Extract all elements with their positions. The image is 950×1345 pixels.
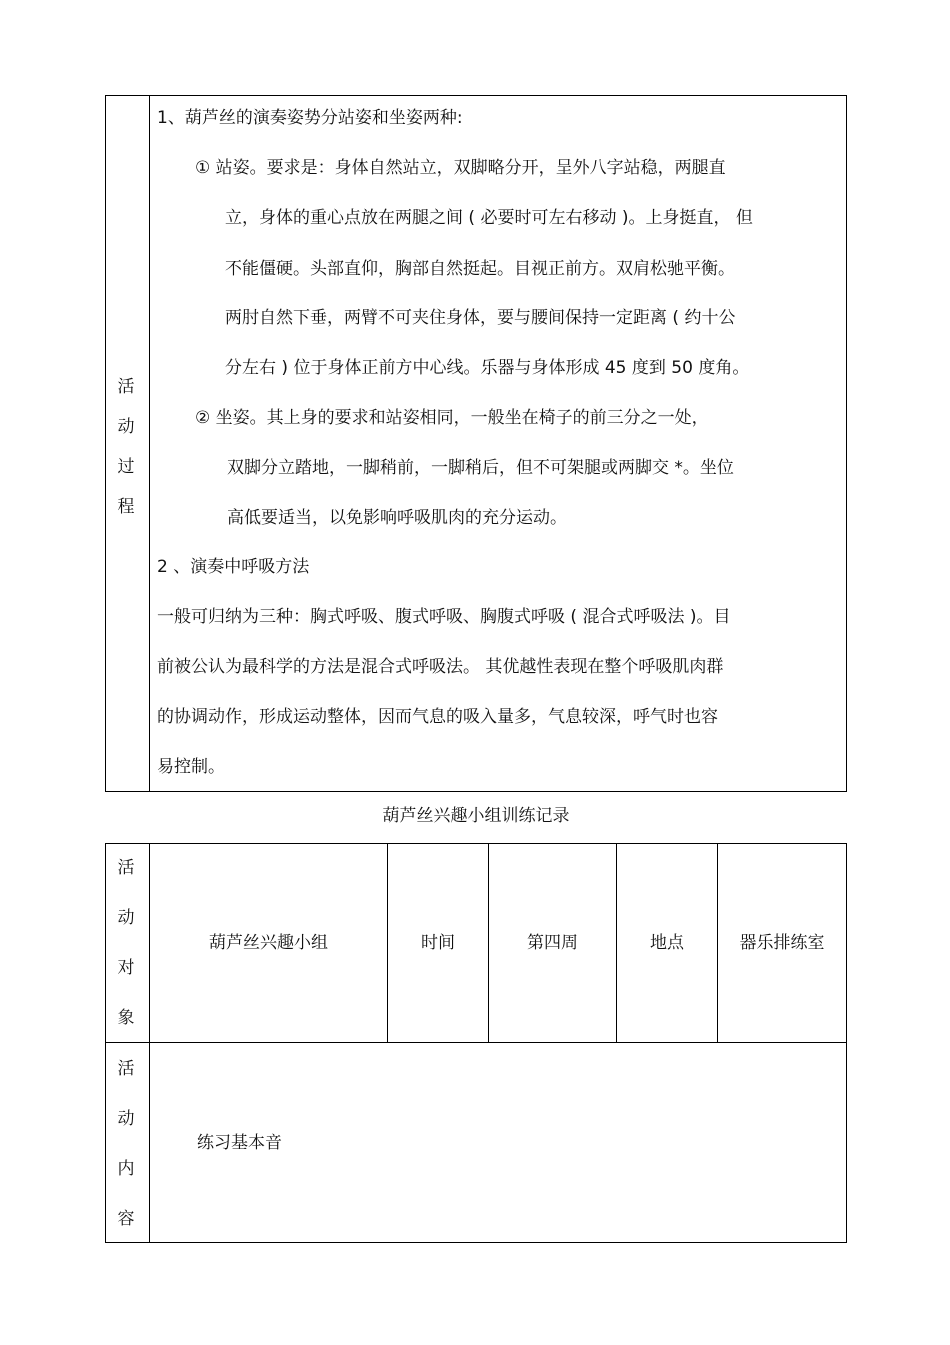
record-title: 葫芦丝兴趣小组训练记录 [382, 806, 570, 826]
table2-border-bottom [105, 1242, 847, 1243]
heading-posture: 1、葫芦丝的演奏姿势分站姿和坐姿两种: [157, 108, 463, 128]
place-label-cell: 地点 [650, 933, 684, 953]
standing-line-5: 分左右 ) 位于身体正前方中心线。乐器与身体形成 45 度到 50 度角。 [225, 358, 750, 378]
standing-line-3: 不能僵硬。头部直仰，胸部自然挺起。目视正前方。双肩松驰平衡。 [225, 259, 735, 279]
table2-border-left [105, 843, 106, 1243]
sitting-line-1: ② 坐姿。其上身的要求和站姿相同，一般坐在椅子的前三分之一处， [195, 408, 709, 428]
sitting-line-2: 双脚分立踏地，一脚稍前，一脚稍后，但不可架腿或两脚交 *。坐位 [227, 458, 734, 478]
table1-border-top [105, 95, 847, 96]
table1-border-left [105, 95, 106, 792]
table1-border-divider [149, 95, 150, 792]
group-name-cell: 葫芦丝兴趣小组 [209, 933, 328, 953]
standing-line-4: 两肘自然下垂，两臂不可夹住身体，要与腰间保持一定距离 ( 约十公 [225, 308, 736, 328]
standing-line-1: ① 站姿。要求是：身体自然站立，双脚略分开，呈外八字站稳，两腿直 [195, 158, 726, 178]
activity-content-value: 练习基本音 [197, 1133, 282, 1153]
breathing-line-1: 一般可归纳为三种：胸式呼吸、腹式呼吸、胸腹式呼吸 ( 混合式呼吸法 )。目 [157, 607, 731, 627]
heading-breathing: 2 、演奏中呼吸方法 [157, 557, 310, 577]
table2-border-middle [105, 1042, 847, 1043]
breathing-line-4: 易控制。 [157, 757, 225, 777]
time-value-cell: 第四周 [527, 933, 578, 953]
place-value-cell: 器乐排练室 [739, 933, 825, 953]
time-label-cell: 时间 [421, 933, 455, 953]
breathing-line-3: 的协调动作，形成运动整体，因而气息的吸入量多，气息较深，呼气时也容 [157, 707, 718, 727]
table1-border-right [846, 95, 847, 792]
standing-line-2: 立，身体的重心点放在两腿之间 ( 必要时可左右移动 )。上身挺直， 但 [225, 208, 753, 228]
sitting-line-3: 高低要适当，以免影响呼吸肌肉的充分运动。 [227, 508, 567, 528]
table2-border-right [846, 843, 847, 1243]
table2-border-top [105, 843, 847, 844]
table1-border-bottom [105, 791, 847, 792]
breathing-line-2: 前被公认为最科学的方法是混合式呼吸法。 其优越性表现在整个呼吸肌肉群 [157, 657, 724, 677]
table2-border-label-divider [149, 843, 150, 1243]
